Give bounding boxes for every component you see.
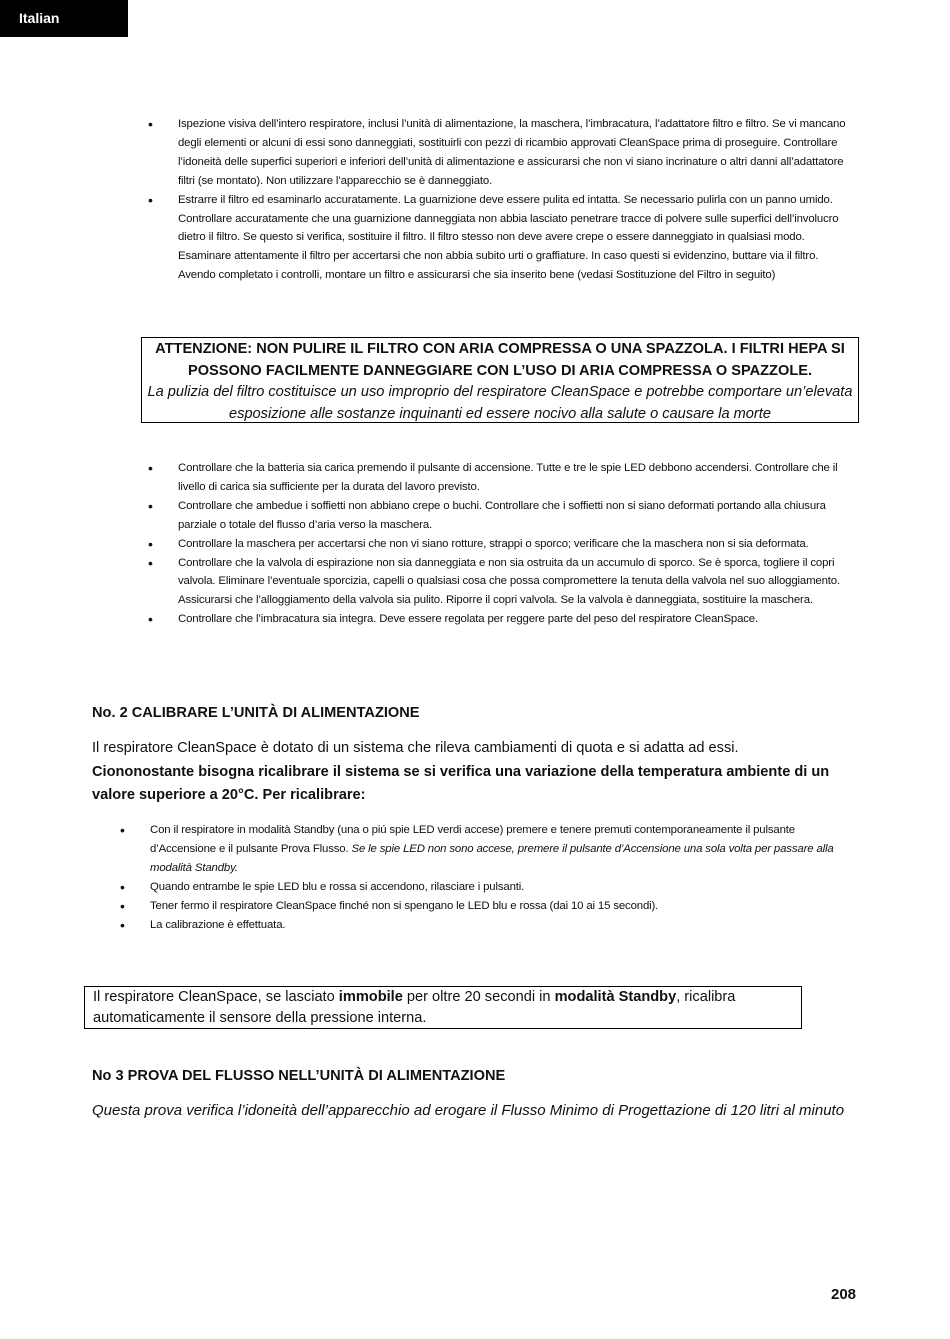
check-list bbox=[178, 459, 858, 629]
section-heading-calibrate: No. 2 CALIBRARE L’UNITÀ DI ALIMENTAZIONE bbox=[92, 705, 420, 721]
warning-text: La pulizia del filtro costituisce un uso improprio del respiratore CleanSpace e potrebbe comportare un’elevata esposizione alle sostanze inquinanti ed essere nocivo alla salute o causare la morte bbox=[147, 384, 853, 422]
calibration-steps bbox=[150, 821, 856, 934]
note-text: Il respiratore CleanSpace, se lasciato bbox=[93, 989, 339, 1005]
note-text: per oltre 20 secondi in bbox=[402, 989, 555, 1005]
list-item: • La calibrazione è effettuata. bbox=[150, 916, 856, 935]
language-tab: Italian bbox=[0, 0, 128, 37]
note-bold: immobile bbox=[338, 989, 403, 1005]
note-box bbox=[84, 986, 802, 1029]
page-number: 208 bbox=[831, 1286, 857, 1303]
list-item: • Controllare la maschera per accertarsi che non vi siano rotture, strappi o sporco; verificare che la maschera non si sia deformata. bbox=[178, 535, 858, 554]
list-item bbox=[150, 821, 856, 878]
intro-text: Il respiratore CleanSpace è dotato di un sistema che rileva cambiamenti di quota e si adatta ad essi. bbox=[92, 740, 739, 756]
list-item: • Controllare che l’imbracatura sia integra. Deve essere regolata per reggere parte del peso del respiratore CleanSpace. bbox=[178, 610, 858, 629]
list-item: • Controllare che la valvola di espirazione non sia danneggiata e non sia ostruita da un accumulo di sporco. Se è sporca, togliere il copri valvola. Eliminare l’eventuale sporcizia, capelli o qualsiasi cosa che possa compromettere la tenuta della valvola nel suo alloggiamento. Assicurarsi che l’alloggiamento della valvola sia pulito. Riporre il copri valvola. Se la valvola è danneggiata, sostituire la maschera. bbox=[178, 554, 858, 611]
list-item: • Tener fermo il respiratore CleanSpace finché non si spengano le LED blu e rossa (dai 10 ai 15 secondi). bbox=[150, 897, 856, 916]
warning-box bbox=[141, 337, 859, 423]
list-item: • Estrarre il filtro ed esaminarlo accuratamente. La guarnizione deve essere pulita ed intatta. Se necessario pulirla con un panno umido. Controllare accuratamente che una guarnizione danneggiata non abbia lasciato penetrare tracce di polvere sulle superfici dell’involucro dietro il filtro. Se questo si verifica, sostituire il filtro. Il filtro stesso non deve avere crepe o essere danneggiato in qualsiasi modo. Esaminare attentamente il filtro per accertarsi che non abbia subito urti o graffiature. In caso questi si evidenzino, buttare via il filtro. Avendo completato i controlli, montare un filtro e assicurarsi che sia inserito bene (vedasi Sostituzione del Filtro in seguito) bbox=[178, 191, 858, 286]
calibration-intro bbox=[92, 737, 872, 808]
section-heading-flow-test: No 3 PROVA DEL FLUSSO NELL’UNITÀ DI ALIMENTAZIONE bbox=[92, 1068, 506, 1084]
note-text: , ricalibra automaticamente il sensore della pressione interna. bbox=[93, 989, 736, 1026]
step-text: Con il respiratore in modalità Standby (una o piú spie LED verdi accese) premere e tenere premuti contemporaneamente il pulsante d’Accensione e il pulsante Prova Flusso. bbox=[150, 824, 795, 855]
inspection-list bbox=[178, 115, 858, 285]
intro-bold-text: Ciononostante bisogna ricalibrare il sistema se si verifica una variazione della temperatura ambiente di un valore superiore a 20°C. Per ricalibrare: bbox=[92, 763, 830, 803]
list-item: • Ispezione visiva dell’intero respiratore, inclusi l’unità di alimentazione, la maschera, l’imbracatura, l’adattatore filtro e filtro. Se vi mancano degli elementi or alcuni di essi sono danneggiati, sostituirli con pezzi di ricambio approvati CleanSpace prima di proseguire. Controllare l’idoneità delle superfici superiori e inferiori dell’unità di alimentazione e assicurarsi che non vi siano incrinature o altri danni all’adattatore filtri (se montato). Non utilizzare l’apparecchio se è danneggiato. bbox=[178, 115, 858, 191]
list-item: • Controllare che la batteria sia carica premendo il pulsante di accensione. Tutte e tre le spie LED debbono accendersi. Controllare che il livello di carica sia sufficiente per la durata del lavoro previsto. bbox=[178, 459, 858, 497]
step-italic-text: Se le spie LED non sono accese, premere il pulsante d’Accensione una sola volta per passare alla modalità Standby. bbox=[150, 842, 834, 874]
flow-test-description: Questa prova verifica l’idoneità dell’apparecchio ad erogare il Flusso Minimo di Progettazione di 120 litri al minuto bbox=[92, 1102, 845, 1119]
note-bold: modalità Standby bbox=[554, 989, 677, 1005]
warning-title: ATTENZIONE: NON PULIRE IL FILTRO CON ARIA COMPRESSA O UNA SPAZZOLA. I FILTRI HEPA SI POSSONO FACILMENTE DANNEGGIARE CON L’USO DI ARIA COMPRESSA O SPAZZOLE. bbox=[155, 341, 845, 379]
list-item: • Controllare che ambedue i soffietti non abbiano crepe o buchi. Controllare che i soffietti non si siano deformati portando alla chiusura parziale o totale del flusso d’aria verso la maschera. bbox=[178, 497, 858, 535]
list-item: • Quando entrambe le spie LED blu e rossa si accendono, rilasciare i pulsanti. bbox=[150, 878, 856, 897]
